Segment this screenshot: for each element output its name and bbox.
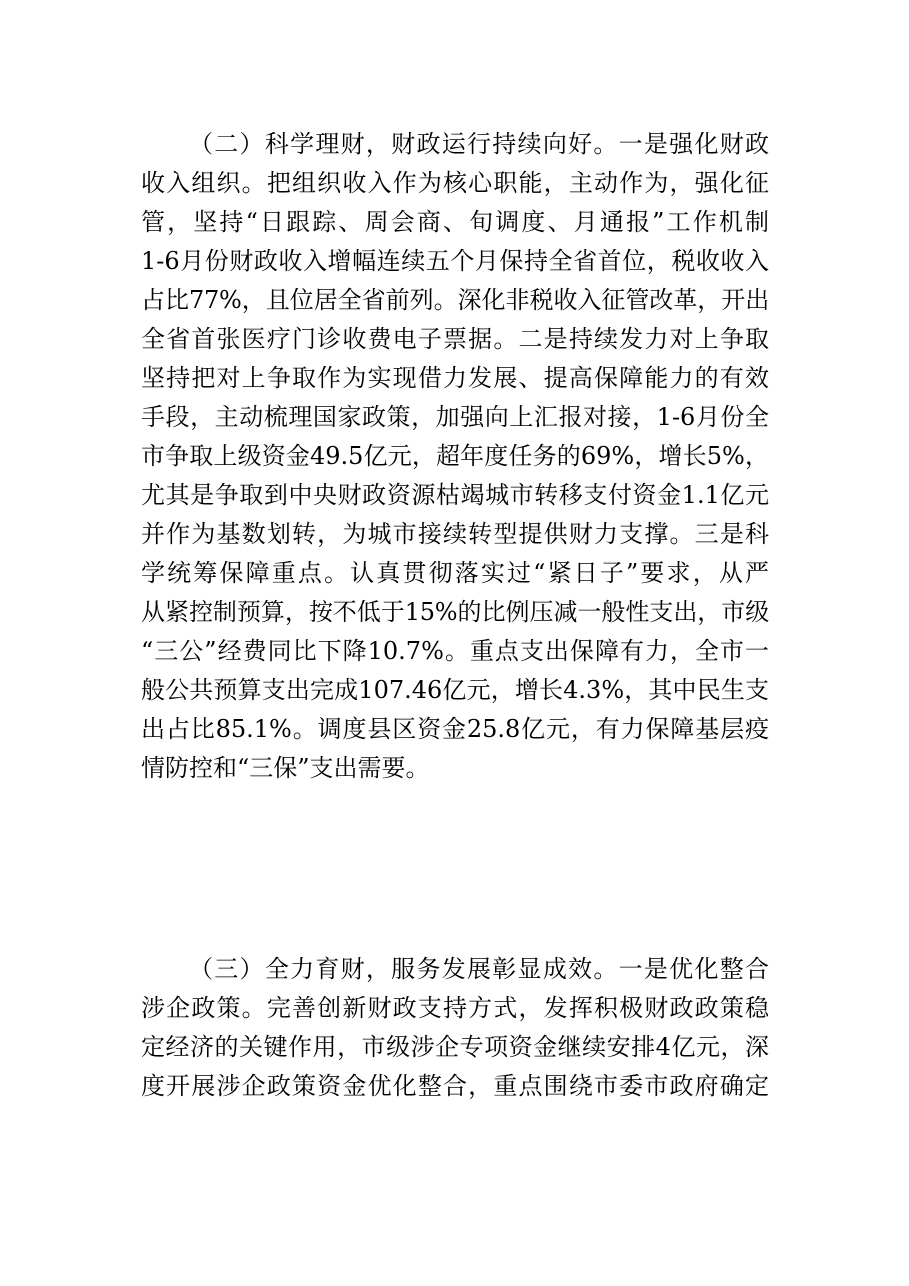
- paragraph-line: 般公共预算支出完成107.46亿元，增长4.3%，其中民生支: [141, 676, 769, 704]
- paragraph-line: 尤其是争取到中央财政资源枯竭城市转移支付资金1.1亿元: [141, 481, 769, 509]
- paragraph-line: 度开展涉企政策资金优化整合，重点围绕市委市政府确定: [141, 1072, 769, 1100]
- paragraph-line: 全省首张医疗门诊收费电子票据。二是持续发力对上争取: [141, 325, 769, 353]
- paragraph-line: 市争取上级资金49.5亿元，超年度任务的69%，增长5%，: [141, 442, 769, 470]
- paragraph-fiscal-management: [141, 125, 769, 788]
- paragraph-line: 手段，主动梳理国家政策，加强向上汇报对接，1-6月份全: [141, 403, 769, 431]
- paragraph-line: 管，坚持“日跟踪、周会商、旬调度、月通报”工作机制: [141, 208, 769, 236]
- paragraph-line: 坚持把对上争取作为实现借力发展、提高保障能力的有效: [141, 364, 769, 392]
- paragraph-line: 收入组织。把组织收入作为核心职能，主动作为，强化征: [141, 169, 769, 197]
- paragraph-line: 定经济的关键作用，市级涉企专项资金继续安排4亿元，深: [141, 1033, 769, 1061]
- paragraph-line: 涉企政策。完善创新财政支持方式，发挥积极财政政策稳: [141, 994, 769, 1022]
- paragraph-line: “三公”经费同比下降10.7%。重点支出保障有力，全市一: [141, 637, 769, 665]
- paragraph-line: （二）科学理财，财政运行持续向好。一是强化财政: [189, 130, 769, 158]
- paragraph-line: 从紧控制预算，按不低于15%的比例压减一般性支出，市级: [141, 598, 769, 626]
- paragraph-line: 出占比85.1%。调度县区资金25.8亿元，有力保障基层疫: [141, 715, 769, 743]
- paragraph-line: （三）全力育财，服务发展彰显成效。一是优化整合: [189, 955, 769, 983]
- paragraph-line: 1-6月份财政收入增幅连续五个月保持全省首位，税收收入: [141, 247, 769, 275]
- paragraph-line: 并作为基数划转，为城市接续转型提供财力支撑。三是科: [141, 520, 769, 548]
- paragraph-line: 学统筹保障重点。认真贯彻落实过“紧日子”要求，从严: [141, 559, 769, 587]
- paragraph-line: 情防控和“三保”支出需要。: [141, 754, 430, 782]
- paragraph-line: 占比77%，且位居全省前列。深化非税收入征管改革，开出: [141, 286, 769, 314]
- paragraph-develop-finance: [141, 950, 769, 1106]
